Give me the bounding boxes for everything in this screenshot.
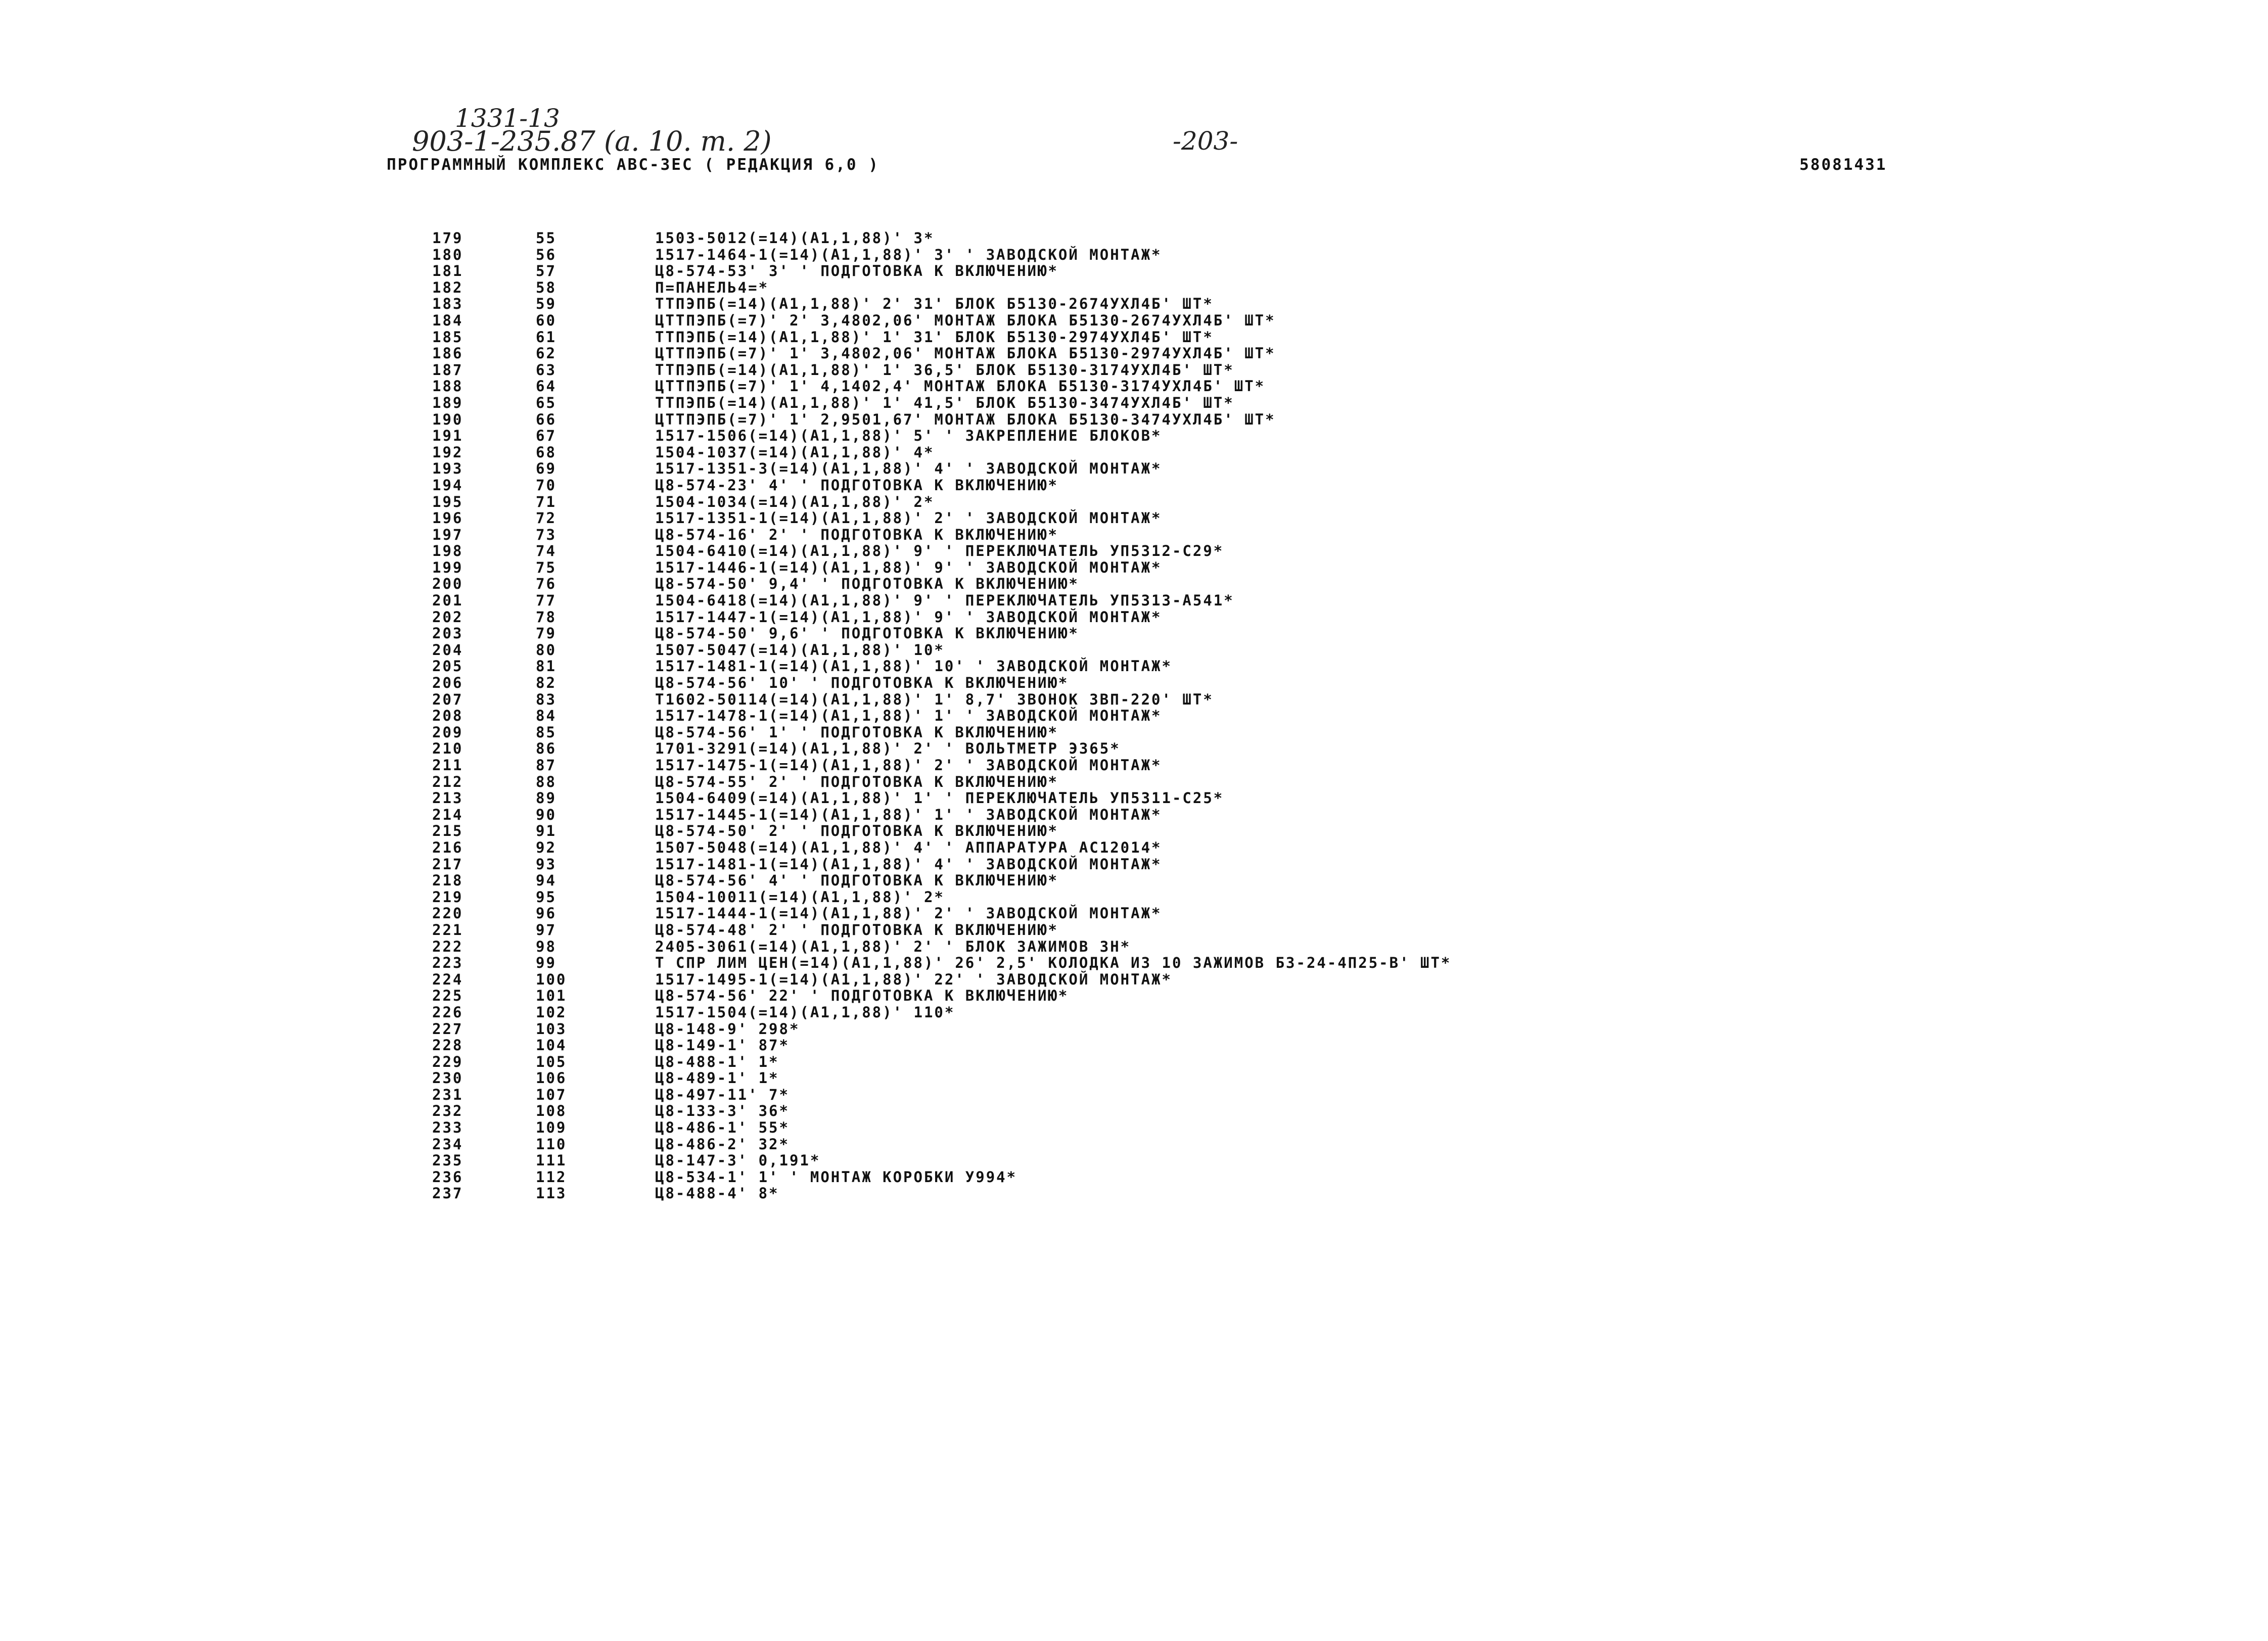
record-text: Ц8-574-56' 1' ' ПОДГОТОВКА К ВКЛЮЧЕНИЮ*	[655, 723, 1058, 741]
listing-row	[0, 971, 2268, 988]
sequence-number: 106	[536, 1069, 567, 1087]
sequence-number: 105	[536, 1053, 567, 1070]
listing-row	[0, 1169, 2268, 1186]
line-number: 203	[432, 625, 464, 642]
sequence-number: 65	[536, 394, 557, 411]
listing-row	[0, 362, 2268, 379]
record-text: 1504-10011(=14)(А1,1,88)' 2*	[655, 888, 945, 906]
listing-row	[0, 395, 2268, 411]
listing-row	[0, 1021, 2268, 1038]
line-number: 208	[432, 707, 464, 725]
sequence-number: 73	[536, 526, 557, 543]
sequence-number: 91	[536, 822, 557, 840]
listing	[0, 230, 2268, 1202]
record-text: ТТПЭПБ(=14)(А1,1,88)' 1' 36,5' БЛОК Б5130-3174УХЛ4Б' ШТ*	[655, 361, 1234, 379]
sequence-number: 100	[536, 970, 567, 988]
line-number: 212	[432, 773, 464, 790]
line-number: 233	[432, 1119, 464, 1137]
sequence-number: 88	[536, 773, 557, 790]
listing-row	[0, 592, 2268, 609]
record-text: Ц8-574-16' 2' ' ПОДГОТОВКА К ВКЛЮЧЕНИЮ*	[655, 526, 1058, 543]
sequence-number: 62	[536, 345, 557, 362]
record-text: Ц8-574-50' 9,6' ' ПОДГОТОВКА К ВКЛЮЧЕНИЮ*	[655, 625, 1079, 642]
sequence-number: 79	[536, 625, 557, 642]
listing-row	[0, 625, 2268, 642]
line-number: 227	[432, 1020, 464, 1038]
sequence-number: 76	[536, 575, 557, 593]
sequence-number: 97	[536, 921, 557, 939]
sequence-number: 84	[536, 707, 557, 725]
line-number: 231	[432, 1086, 464, 1103]
line-number: 211	[432, 757, 464, 774]
sequence-number: 64	[536, 378, 557, 395]
line-number: 202	[432, 608, 464, 626]
line-number: 215	[432, 822, 464, 840]
line-number: 182	[432, 278, 464, 296]
line-number: 226	[432, 1003, 464, 1021]
record-text: Ц8-574-55' 2' ' ПОДГОТОВКА К ВКЛЮЧЕНИЮ*	[655, 773, 1058, 790]
listing-row	[0, 1152, 2268, 1169]
record-text: 1507-5047(=14)(А1,1,88)' 10*	[655, 641, 945, 659]
line-number: 189	[432, 394, 464, 411]
record-text: 1504-1034(=14)(А1,1,88)' 2*	[655, 493, 935, 510]
line-number: 204	[432, 641, 464, 659]
line-number: 196	[432, 509, 464, 527]
line-number: 235	[432, 1152, 464, 1169]
record-text: 1517-1447-1(=14)(А1,1,88)' 9' ' ЗАВОДСКОЙ МОНТАЖ*	[655, 608, 1162, 626]
sequence-number: 83	[536, 690, 557, 708]
record-text: 1504-6410(=14)(А1,1,88)' 9' ' ПЕРЕКЛЮЧАТЕЛЬ УП5312-С29*	[655, 542, 1224, 560]
record-text: 1517-1444-1(=14)(А1,1,88)' 2' ' ЗАВОДСКОЙ МОНТАЖ*	[655, 905, 1162, 922]
record-text: 1517-1351-3(=14)(А1,1,88)' 4' ' ЗАВОДСКОЙ МОНТАЖ*	[655, 460, 1162, 478]
sequence-number: 75	[536, 558, 557, 576]
line-number: 188	[432, 378, 464, 395]
record-text: Ц8-486-1' 55*	[655, 1119, 790, 1137]
sequence-number: 56	[536, 246, 557, 263]
listing-row	[0, 428, 2268, 444]
sequence-number: 57	[536, 262, 557, 280]
listing-row	[0, 955, 2268, 971]
sequence-number: 59	[536, 295, 557, 313]
line-number: 180	[432, 246, 464, 263]
record-text: Ц8-574-56' 4' ' ПОДГОТОВКА К ВКЛЮЧЕНИЮ*	[655, 872, 1058, 889]
record-text: Ц8-574-50' 9,4' ' ПОДГОТОВКА К ВКЛЮЧЕНИЮ*	[655, 575, 1079, 593]
line-number: 225	[432, 987, 464, 1005]
line-number: 197	[432, 526, 464, 543]
sequence-number: 60	[536, 311, 557, 329]
line-number: 206	[432, 674, 464, 692]
record-text: Ц8-574-48' 2' ' ПОДГОТОВКА К ВКЛЮЧЕНИЮ*	[655, 921, 1058, 939]
record-text: 1507-5048(=14)(А1,1,88)' 4' ' АППАРАТУРА АС12014*	[655, 838, 1162, 856]
sequence-number: 98	[536, 937, 557, 955]
line-number: 181	[432, 262, 464, 280]
record-text: Ц8-149-1' 87*	[655, 1037, 790, 1054]
record-text: Ц8-574-56' 10' ' ПОДГОТОВКА К ВКЛЮЧЕНИЮ*	[655, 674, 1069, 692]
record-text: ТТПЭПБ(=14)(А1,1,88)' 2' 31' БЛОК Б5130-2674УХЛ4Б' ШТ*	[655, 295, 1214, 313]
record-text: 1517-1481-1(=14)(А1,1,88)' 10' ' ЗАВОДСКОЙ МОНТАЖ*	[655, 658, 1172, 675]
record-text: Ц8-133-3' 36*	[655, 1102, 790, 1120]
record-text: Ц8-574-56' 22' ' ПОДГОТОВКА К ВКЛЮЧЕНИЮ*	[655, 987, 1069, 1005]
listing-row	[0, 790, 2268, 807]
listing-row	[0, 1103, 2268, 1119]
sequence-number: 90	[536, 806, 557, 823]
record-text: 1517-1481-1(=14)(А1,1,88)' 4' ' ЗАВОДСКОЙ МОНТАЖ*	[655, 855, 1162, 873]
listing-row	[0, 411, 2268, 428]
line-number: 218	[432, 872, 464, 889]
sequence-number: 95	[536, 888, 557, 906]
listing-row	[0, 988, 2268, 1004]
listing-row	[0, 279, 2268, 296]
listing-row	[0, 939, 2268, 955]
listing-row	[0, 872, 2268, 889]
listing-row	[0, 675, 2268, 691]
record-text: ТТПЭПБ(=14)(А1,1,88)' 1' 41,5' БЛОК Б5130-3474УХЛ4Б' ШТ*	[655, 394, 1234, 411]
line-number: 224	[432, 970, 464, 988]
line-number: 183	[432, 295, 464, 313]
line-number: 205	[432, 658, 464, 675]
listing-row	[0, 1004, 2268, 1021]
listing-row	[0, 527, 2268, 543]
sequence-number: 86	[536, 740, 557, 758]
listing-row	[0, 263, 2268, 279]
sequence-number: 69	[536, 460, 557, 478]
line-number: 184	[432, 311, 464, 329]
listing-row	[0, 378, 2268, 395]
sequence-number: 85	[536, 723, 557, 741]
sequence-number: 102	[536, 1003, 567, 1021]
listing-row	[0, 1054, 2268, 1070]
listing-row	[0, 724, 2268, 741]
sequence-number: 92	[536, 838, 557, 856]
sequence-number: 112	[536, 1168, 567, 1186]
listing-row	[0, 839, 2268, 856]
line-number: 198	[432, 542, 464, 560]
record-text: Ц8-488-1' 1*	[655, 1053, 779, 1070]
record-text: Т1602-50114(=14)(А1,1,88)' 1' 8,7' ЗВОНОК ЗВП-220' ШТ*	[655, 690, 1214, 708]
line-number: 237	[432, 1185, 464, 1202]
program-header: ПРОГРАММНЫЙ КОМПЛЕКС АВС-3ЕС ( РЕДАКЦИЯ 6,0 )	[387, 156, 880, 174]
record-text: Ц8-488-4' 8*	[655, 1185, 779, 1202]
listing-row	[0, 1087, 2268, 1103]
sequence-number: 109	[536, 1119, 567, 1137]
sequence-number: 104	[536, 1037, 567, 1054]
sequence-number: 96	[536, 905, 557, 922]
line-number: 230	[432, 1069, 464, 1087]
line-number: 193	[432, 460, 464, 478]
record-text: 1517-1506(=14)(А1,1,88)' 5' ' ЗАКРЕПЛЕНИЕ БЛОКОВ*	[655, 427, 1162, 445]
record-text: ЦТТПЭПБ(=7)' 1' 4,1402,4' МОНТАЖ БЛОКА Б5130-3174УХЛ4Б' ШТ*	[655, 378, 1266, 395]
record-text: 1517-1351-1(=14)(А1,1,88)' 2' ' ЗАВОДСКОЙ МОНТАЖ*	[655, 509, 1162, 527]
record-text: 1517-1475-1(=14)(А1,1,88)' 2' ' ЗАВОДСКОЙ МОНТАЖ*	[655, 757, 1162, 774]
line-number: 200	[432, 575, 464, 593]
sequence-number: 58	[536, 278, 557, 296]
listing-row	[0, 823, 2268, 839]
listing-row	[0, 658, 2268, 675]
line-number: 192	[432, 443, 464, 461]
listing-row	[0, 1185, 2268, 1202]
line-number: 221	[432, 921, 464, 939]
listing-row	[0, 345, 2268, 362]
line-number: 236	[432, 1168, 464, 1186]
sequence-number: 101	[536, 987, 567, 1005]
sequence-number: 72	[536, 509, 557, 527]
sequence-number: 74	[536, 542, 557, 560]
sequence-number: 78	[536, 608, 557, 626]
record-text: 1504-6418(=14)(А1,1,88)' 9' ' ПЕРЕКЛЮЧАТЕЛЬ УП5313-А541*	[655, 592, 1234, 609]
sequence-number: 66	[536, 410, 557, 428]
listing-row	[0, 807, 2268, 823]
sequence-number: 93	[536, 855, 557, 873]
listing-row	[0, 757, 2268, 774]
sequence-number: 63	[536, 361, 557, 379]
record-text: 1517-1478-1(=14)(А1,1,88)' 1' ' ЗАВОДСКОЙ МОНТАЖ*	[655, 707, 1162, 725]
line-number: 228	[432, 1037, 464, 1054]
line-number: 216	[432, 838, 464, 856]
listing-row	[0, 609, 2268, 626]
line-number: 194	[432, 476, 464, 494]
line-number: 207	[432, 690, 464, 708]
sequence-number: 71	[536, 493, 557, 510]
record-text: Ц8-147-3' 0,191*	[655, 1152, 821, 1169]
record-text: Ц8-148-9' 298*	[655, 1020, 800, 1038]
listing-row	[0, 460, 2268, 477]
sequence-number: 108	[536, 1102, 567, 1120]
line-number: 191	[432, 427, 464, 445]
sequence-number: 87	[536, 757, 557, 774]
listing-row	[0, 774, 2268, 790]
sequence-number: 103	[536, 1020, 567, 1038]
record-text: 1503-5012(=14)(А1,1,88)' 3*	[655, 229, 935, 247]
record-text: Ц8-574-53' 3' ' ПОДГОТОВКА К ВКЛЮЧЕНИЮ*	[655, 262, 1058, 280]
listing-row	[0, 708, 2268, 724]
line-number: 229	[432, 1053, 464, 1070]
listing-row	[0, 230, 2268, 247]
listing-row	[0, 543, 2268, 559]
record-text: 2405-3061(=14)(А1,1,88)' 2' ' БЛОК ЗАЖИМОВ ЗН*	[655, 937, 1131, 955]
listing-row	[0, 1136, 2268, 1153]
listing-row	[0, 922, 2268, 939]
record-text: 1701-3291(=14)(А1,1,88)' 2' ' ВОЛЬТМЕТР Э365*	[655, 740, 1121, 758]
line-number: 217	[432, 855, 464, 873]
record-text: 1517-1504(=14)(А1,1,88)' 110*	[655, 1003, 955, 1021]
listing-row	[0, 477, 2268, 494]
record-text: 1517-1495-1(=14)(А1,1,88)' 22' ' ЗАВОДСКОЙ МОНТАЖ*	[655, 970, 1172, 988]
line-number: 213	[432, 789, 464, 807]
listing-row	[0, 576, 2268, 592]
listing-row	[0, 642, 2268, 659]
listing-row	[0, 444, 2268, 461]
line-number: 214	[432, 806, 464, 823]
sequence-number: 89	[536, 789, 557, 807]
listing-row	[0, 329, 2268, 346]
listing-row	[0, 296, 2268, 312]
record-text: ЦТТПЭПБ(=7)' 2' 3,4802,06' МОНТАЖ БЛОКА Б5130-2674УХЛ4Б' ШТ*	[655, 311, 1276, 329]
document-code: 58081431	[1799, 156, 1887, 174]
line-number: 179	[432, 229, 464, 247]
sequence-number: 55	[536, 229, 557, 247]
sequence-number: 81	[536, 658, 557, 675]
sequence-number: 107	[536, 1086, 567, 1103]
record-text: 1504-1037(=14)(А1,1,88)' 4*	[655, 443, 935, 461]
record-text: Т СПР ЛИМ ЦЕН(=14)(А1,1,88)' 26' 2,5' КОЛОДКА ИЗ 10 ЗАЖИМОВ БЗ-24-4П25-В' ШТ*	[655, 954, 1452, 972]
record-text: Ц8-534-1' 1' ' МОНТАЖ КОРОБКИ У994*	[655, 1168, 1017, 1186]
line-number: 190	[432, 410, 464, 428]
record-text: 1517-1445-1(=14)(А1,1,88)' 1' ' ЗАВОДСКОЙ МОНТАЖ*	[655, 806, 1162, 823]
sequence-number: 110	[536, 1135, 567, 1153]
listing-row	[0, 740, 2268, 757]
sequence-number: 67	[536, 427, 557, 445]
listing-row	[0, 889, 2268, 906]
sequence-number: 94	[536, 872, 557, 889]
line-number: 210	[432, 740, 464, 758]
handwritten-note-2: 903-1-235.87 (a. 10. т. 2)	[412, 125, 772, 157]
handwritten-note-1: 1331-13	[455, 104, 560, 133]
sequence-number: 70	[536, 476, 557, 494]
line-number: 209	[432, 723, 464, 741]
line-number: 234	[432, 1135, 464, 1153]
listing-row	[0, 312, 2268, 329]
line-number: 199	[432, 558, 464, 576]
line-number: 185	[432, 328, 464, 346]
sequence-number: 99	[536, 954, 557, 972]
listing-row	[0, 510, 2268, 527]
record-text: 1517-1464-1(=14)(А1,1,88)' 3' ' ЗАВОДСКОЙ МОНТАЖ*	[655, 246, 1162, 263]
listing-row	[0, 494, 2268, 510]
sequence-number: 68	[536, 443, 557, 461]
listing-row	[0, 905, 2268, 922]
record-text: Ц8-497-11' 7*	[655, 1086, 790, 1103]
line-number: 220	[432, 905, 464, 922]
line-number: 223	[432, 954, 464, 972]
listing-row	[0, 1070, 2268, 1087]
sequence-number: 77	[536, 592, 557, 609]
record-text: Ц8-574-50' 2' ' ПОДГОТОВКА К ВКЛЮЧЕНИЮ*	[655, 822, 1058, 840]
line-number: 201	[432, 592, 464, 609]
record-text: ТТПЭПБ(=14)(А1,1,88)' 1' 31' БЛОК Б5130-2974УХЛ4Б' ШТ*	[655, 328, 1214, 346]
record-text: Ц8-489-1' 1*	[655, 1069, 779, 1087]
line-number: 187	[432, 361, 464, 379]
record-text: Ц8-486-2' 32*	[655, 1135, 790, 1153]
record-text: ЦТТПЭПБ(=7)' 1' 2,9501,67' МОНТАЖ БЛОКА Б5130-3474УХЛ4Б' ШТ*	[655, 410, 1276, 428]
sequence-number: 82	[536, 674, 557, 692]
record-text: П=ПАНЕЛЬ4=*	[655, 278, 769, 296]
listing-row	[0, 691, 2268, 708]
line-number: 195	[432, 493, 464, 510]
record-text: 1517-1446-1(=14)(А1,1,88)' 9' ' ЗАВОДСКОЙ МОНТАЖ*	[655, 558, 1162, 576]
page-number: -203-	[1173, 126, 1238, 156]
record-text: ЦТТПЭПБ(=7)' 1' 3,4802,06' МОНТАЖ БЛОКА Б5130-2974УХЛ4Б' ШТ*	[655, 345, 1276, 362]
record-text: 1504-6409(=14)(А1,1,88)' 1' ' ПЕРЕКЛЮЧАТЕЛЬ УП5311-С25*	[655, 789, 1224, 807]
line-number: 186	[432, 345, 464, 362]
line-number: 222	[432, 937, 464, 955]
sequence-number: 113	[536, 1185, 567, 1202]
line-number: 219	[432, 888, 464, 906]
listing-row	[0, 247, 2268, 263]
sequence-number: 80	[536, 641, 557, 659]
sequence-number: 61	[536, 328, 557, 346]
listing-row	[0, 1119, 2268, 1136]
record-text: Ц8-574-23' 4' ' ПОДГОТОВКА К ВКЛЮЧЕНИЮ*	[655, 476, 1058, 494]
sequence-number: 111	[536, 1152, 567, 1169]
listing-row	[0, 559, 2268, 576]
listing-row	[0, 856, 2268, 873]
listing-row	[0, 1037, 2268, 1054]
line-number: 232	[432, 1102, 464, 1120]
